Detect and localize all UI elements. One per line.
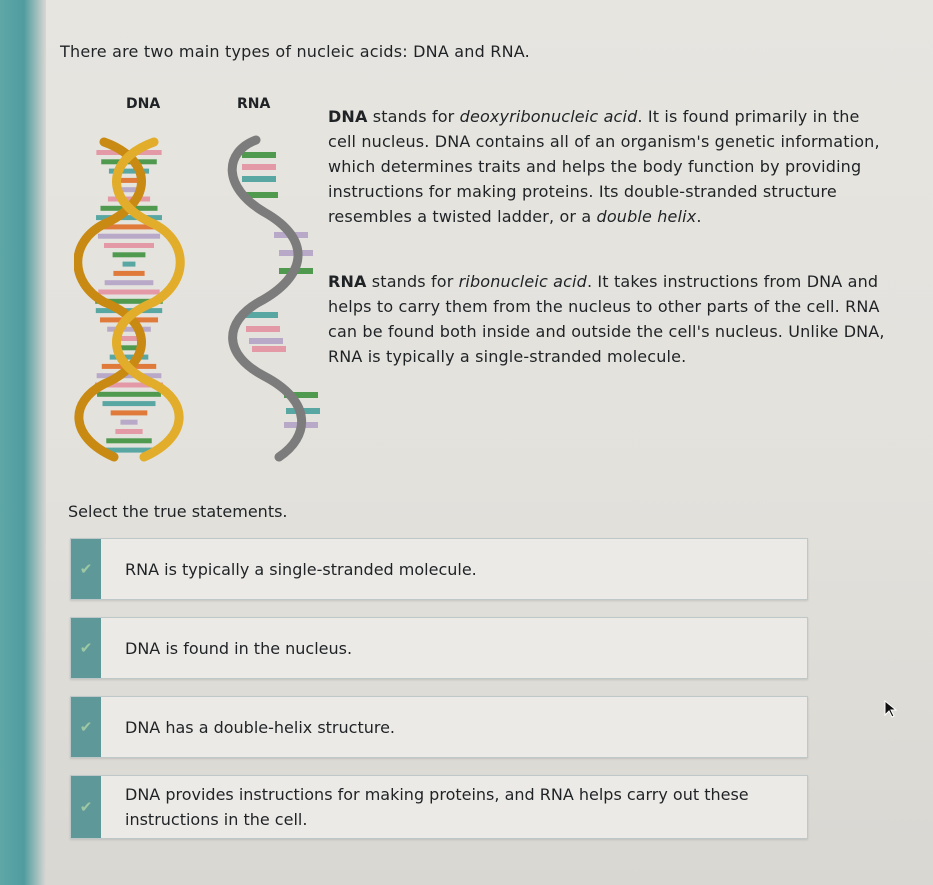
- dna-base-pair: [113, 252, 146, 257]
- answer-option-text: DNA provides instructions for making proteins, and RNA helps carry out these instructions in the cell.: [125, 785, 749, 829]
- answer-option-text: DNA is found in the nucleus.: [125, 638, 353, 658]
- dna-base-pair: [119, 345, 138, 350]
- answer-option-3[interactable]: [70, 696, 808, 758]
- rna-label: RNA: [237, 96, 271, 112]
- rna-expansion: ribonucleic acid: [458, 272, 587, 291]
- answer-options: [70, 538, 808, 856]
- dna-base-pair: [103, 401, 156, 406]
- rna-base: [242, 152, 276, 158]
- rna-stands-for: stands for: [371, 272, 459, 291]
- rna-base: [242, 176, 276, 182]
- dna-expansion: deoxyribonucleic acid: [459, 107, 638, 126]
- dna-base-pair: [113, 271, 144, 276]
- dna-stands-for: stands for: [372, 107, 460, 126]
- dna-description-end: .: [696, 207, 702, 226]
- intro-text: There are two main types of nucleic acids: DNA and RNA.: [60, 42, 530, 61]
- question-page: [46, 0, 933, 885]
- dna-base-pair: [105, 280, 154, 285]
- rna-base: [242, 164, 276, 170]
- dna-helix-image: [78, 142, 181, 457]
- question-prompt: Select the true statements.: [68, 502, 288, 521]
- checkmark-icon: ✔: [71, 776, 101, 838]
- nucleic-acid-illustration: [74, 92, 324, 472]
- checkmark-icon: ✔: [71, 539, 101, 599]
- rna-base: [252, 346, 286, 352]
- mouse-pointer-icon: [884, 700, 898, 718]
- double-helix-term: double helix: [596, 207, 697, 226]
- dna-term: DNA: [328, 107, 368, 126]
- rna-strand-image: [232, 140, 320, 457]
- dna-description-body: . It is found primarily in the cell nucleus. DNA contains all of an organism's genetic information, which determines traits and helps the body function by providing instructions for making proteins. Its double-stranded structure resembles a twisted ladder, or a: [328, 107, 880, 226]
- rna-description: [328, 269, 888, 369]
- dna-base-pair: [98, 234, 160, 239]
- rna-base: [246, 326, 280, 332]
- answer-option-text: DNA has a double-helix structure.: [125, 717, 396, 737]
- answer-option-text: RNA is typically a single-stranded molecule.: [125, 559, 477, 579]
- rna-term: RNA: [328, 272, 367, 291]
- dna-base-pair: [104, 243, 154, 248]
- dna-base-pair: [111, 410, 148, 415]
- dna-label: DNA: [126, 96, 161, 112]
- dna-base-pair: [115, 429, 142, 434]
- dna-base-pair: [120, 420, 137, 425]
- answer-option-1[interactable]: [70, 538, 808, 600]
- dna-base-pair: [108, 197, 150, 202]
- checkmark-icon: ✔: [71, 697, 101, 757]
- dna-base-pair: [107, 327, 151, 332]
- rna-base: [249, 338, 283, 344]
- dna-base-pair: [98, 290, 159, 295]
- dna-description: [328, 104, 888, 229]
- dna-base-pair: [123, 262, 136, 267]
- rna-description-body: . It takes instructions from DNA and helps to carry them from the nucleus to other parts of the cell. RNA can be found both inside and outside the cell's nucleus. Unlike DNA, RNA is typically a single-stranded molecule.: [328, 272, 885, 366]
- answer-option-4[interactable]: [70, 775, 808, 839]
- answer-option-2[interactable]: [70, 617, 808, 679]
- dna-base-pair: [106, 438, 151, 443]
- dna-base-pair: [97, 392, 161, 397]
- dna-base-pair: [119, 178, 140, 183]
- checkmark-icon: ✔: [71, 618, 101, 678]
